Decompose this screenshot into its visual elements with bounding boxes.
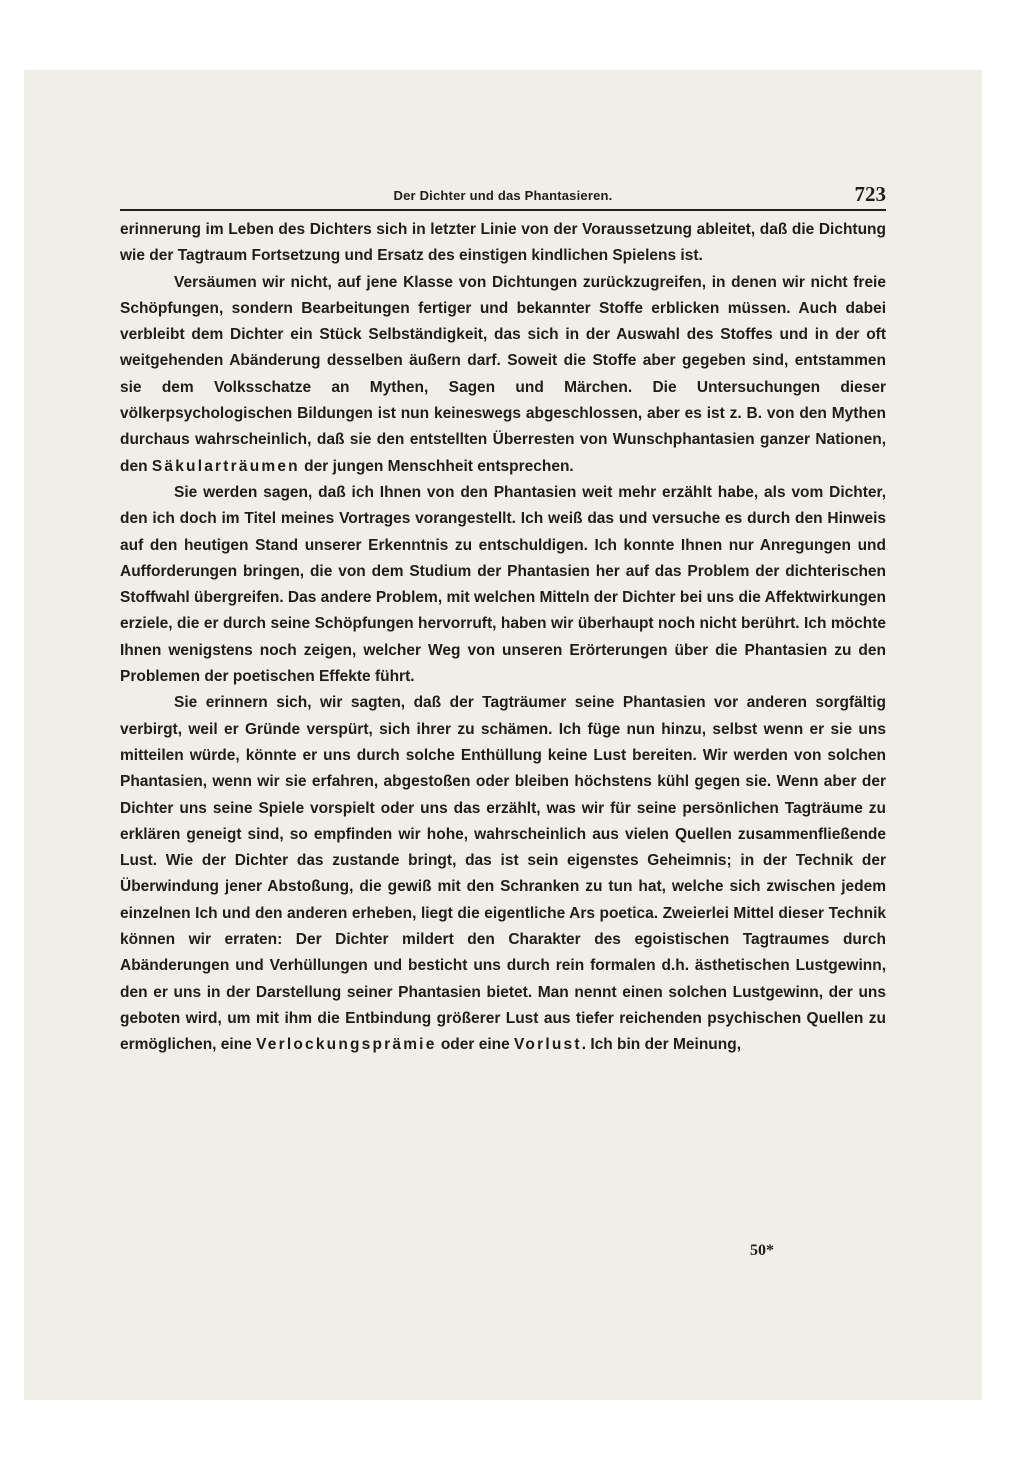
running-head — [120, 182, 886, 208]
page-number: 723 — [854, 182, 886, 206]
paragraph-p4 — [120, 690, 886, 1058]
paragraph-p2 — [120, 270, 886, 480]
paragraph-p3 — [120, 480, 886, 690]
signature-mark: 50* — [750, 1242, 774, 1259]
text-segment: oder eine — [436, 1036, 515, 1054]
body-text — [120, 217, 886, 1059]
header-rule — [120, 209, 886, 211]
text-segment: der jungen Menschheit entsprechen. — [299, 457, 574, 475]
book-page — [120, 182, 886, 1059]
text-segment: . Ich bin der Meinung, — [581, 1036, 742, 1054]
text-segment: Sie erinnern sich, wir sagten, daß der Tagträumer seine Phantasien vor anderen sorgfältig verbirgt, weil er Gründe verspürt, sich ihrer zu schämen. Ich füge nun hinzu, selbst wenn er sie uns mitteilen würde, könnte er uns durch solche Enthüllung keine Lust bereiten. Wir werden von solchen Phantasien, wenn wir sie erfahren, abgestoßen oder bleiben höchstens kühl gegen sie. Wenn aber der Dichter uns seine Spiele vorspielt oder uns das erzählt, was wir für seine persönlichen Tagträume zu erklären geneigt sind, so empfinden wir hohe, wahrscheinlich aus vielen Quellen zusammenfließende Lust. Wie der Dichter das zustande bringt, das ist sein eigenstes Geheimnis; in der Technik der Überwindung jener Abstoßung, die gewiß mit den Schranken zu tun hat, welche sich zwischen jedem einzelnen Ich und den anderen erheben, liegt die eigentliche Ars poetica. Zweierlei Mittel dieser Technik können wir erraten: Der Dichter mildert den Charakter des egoistischen Tagtraumes durch Abänderungen und Verhüllungen und besticht uns durch rein formalen d.h. ästhetischen Lustgewinn, den er uns in der Darstellung seiner Phantasien bietet. Man nennt einen solchen Lustgewinn, der uns geboten wird, um mit ihm die Entbindung größerer Lust aus tiefer reichenden psychischen Quellen zu ermöglichen, eine — [120, 694, 886, 1054]
text-segment: Versäumen wir nicht, auf jene Klasse von Dichtungen zurückzugreifen, in denen wir nicht freie Schöpfungen, sondern Bearbeitungen fertiger und bekannter Stoffe erblicken müssen. Auch dabei verbleibt dem Dichter ein Stück Selbständigkeit, das sich in der Auswahl des Stoffes und in der oft weitgehenden Abänderung desselben äußern darf. Soweit die Stoffe aber gegeben sind, entstammen sie dem Volksschatze an Mythen, Sagen und Märchen. Die Untersuchungen dieser völkerpsychologischen Bildungen ist nun keineswegs abgeschlossen, aber es ist z. B. von den Mythen durchaus wahrscheinlich, daß sie den entstellten Überresten von Wunschphantasien ganzer Nationen, den — [120, 273, 886, 475]
spaced-emphasis-text: Säkularträumen — [151, 457, 300, 475]
running-title: Der Dichter und das Phantasieren. — [393, 188, 613, 203]
text-segment: erinnerung im Leben des Dichters sich in letzter Linie von der Voraussetzung ableitet, daß die Dichtung wie der Tagtraum Fortsetzung und Ersatz des einstigen kindlichen Spielens ist. — [120, 221, 886, 265]
paragraph-p1 — [120, 217, 886, 270]
spaced-emphasis-text: Verlockungsprämie — [256, 1036, 437, 1054]
text-segment: Sie werden sagen, daß ich Ihnen von den Phantasien weit mehr erzählt habe, als vom Dichter, den ich doch im Titel meines Vortrages vorangestellt. Ich weiß das und versuche es durch den Hinweis auf den heutigen Stand unserer Erkenntnis zu entschuldigen. Ich konnte Ihnen nur Anregungen und Aufforderungen bringen, die von dem Studium der Phantasien her auf das Problem der dichterischen Stoffwahl übergreifen. Das andere Problem, mit welchen Mitteln der Dichter bei uns die Affektwirkungen erziele, die er durch seine Schöpfungen hervorruft, haben wir überhaupt noch nicht berührt. Ich möchte Ihnen wenigstens noch zeigen, welcher Weg von unseren Erörterungen über die Phantasien zu den Problemen der poetischen Effekte führt. — [120, 483, 886, 686]
spaced-emphasis-text: Vorlust — [514, 1036, 582, 1054]
